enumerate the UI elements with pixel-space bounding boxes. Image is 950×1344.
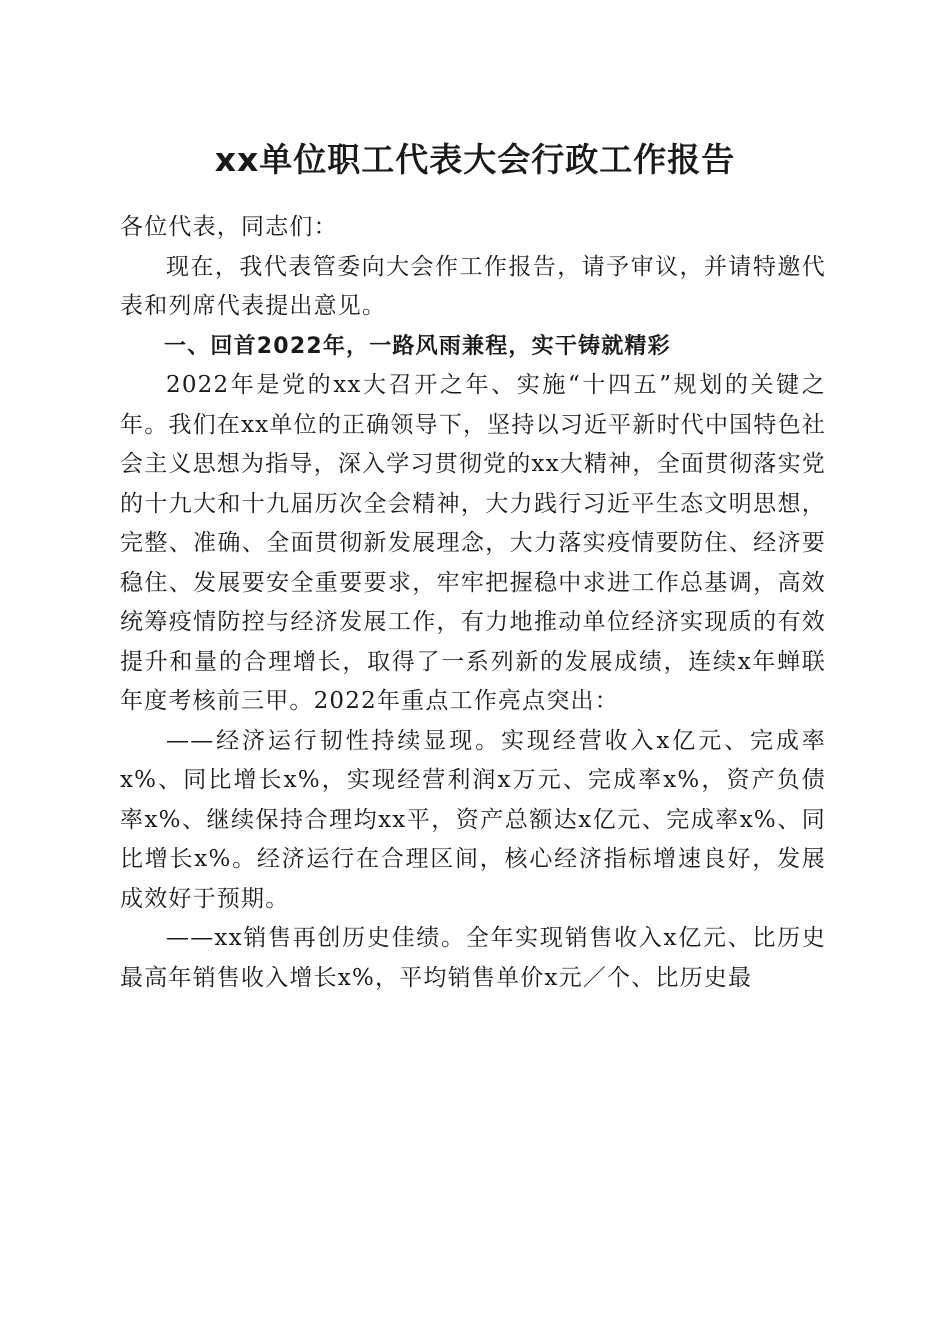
intro-paragraph: 现在，我代表管委向大会作工作报告，请予审议，并请特邀代表和列席代表提出意见。: [120, 253, 826, 319]
body-paragraph: ——xx销售再创历史佳绩。全年实现销售收入x亿元、比历史最高年销售收入增长x%，平均销售单价x元／个、比历史最: [120, 925, 826, 991]
salutation: 各位代表，同志们：: [120, 214, 338, 240]
body-paragraph: ——经济运行韧性持续显现。实现经营收入x亿元、完成率x%、同比增长x%，实现经营利润x万元、完成率x%，资产负债率x%、继续保持合理均xx平，资产总额达x亿元、完成率x%、同比增长x%。经济运行在合理区间，核心经济指标增速良好，发展成效好于预期。: [120, 727, 826, 912]
page-title: xx单位职工代表大会行政工作报告: [214, 140, 736, 179]
document-body: [120, 208, 826, 998]
body-paragraph: 2022年是党的xx大召开之年、实施“十四五”规划的关键之年。我们在xx单位的正确领导下，坚持以习近平新时代中国特色社会主义思想为指导，深入学习贯彻党的xx大精神，全面贯彻落实党的十九大和十九届历次全会精神，大力践行习近平生态文明思想，完整、准确、全面贯彻新发展理念，大力落实疫情要防住、经济要稳住、发展要安全重要要求，牢牢把握稳中求进工作总基调，高效统筹疫情防控与经济发展工作，有力地推动单位经济实现质的有效提升和量的合理增长，取得了一系列新的发展成绩，连续x年蝉联年度考核前三甲。2022年重点工作亮点突出：: [120, 372, 826, 714]
section-heading: 一、回首2022年，一路风雨兼程，实干铸就精彩: [164, 333, 671, 359]
